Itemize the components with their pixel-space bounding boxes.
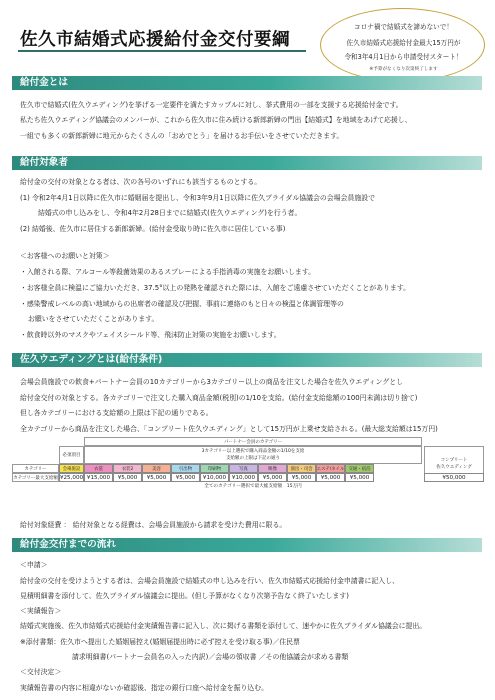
row-limit-label: カテゴリー最大支給額 <box>12 473 59 482</box>
table-footer: 全てのカテゴリー選択で最大総支給額 15万円 <box>204 484 302 489</box>
category-cell: 映像 <box>258 464 287 473</box>
category-cell: 会場施設 <box>59 464 84 473</box>
category-cell: 交通・宿泊 <box>345 464 374 473</box>
about-line: 私たち佐久ウエディング協議会のメンバーが、これから佐久市に住み続ける新郎新婦の門出【結婚式】を地域をあげて応援し、 <box>20 116 412 124</box>
category-limit: ¥15,000 <box>84 473 113 482</box>
category-limit: ¥5,000 <box>345 473 374 482</box>
bubble-line-1: コロナ禍で結婚式を諦めないで！ <box>354 23 453 31</box>
section-header-eligibility: 給付対象者 <box>12 156 482 170</box>
request-line: ・飲食時以外のマスクやフェイスシールド等、飛沫防止対策の実施をお願いします。 <box>20 331 281 339</box>
complete-value: ¥50,000 <box>424 473 484 482</box>
flow-heading: ＜交付決定＞ <box>20 668 62 676</box>
request-line: ・お客様全員に検温にご協力いただき、37.5°以上の発熱を確認された際には、入館をご遠慮させていただくことがあります。 <box>20 284 411 292</box>
category-cell: 写真 <box>229 464 258 473</box>
page-title: 佐久市結婚式応援給付金交付要綱 <box>20 30 290 50</box>
complete-label-1: コンプリート <box>440 457 468 463</box>
flow-line: 請求明細書(パートナー会員名の入った内訳)／会場の領収書 ／その他協議会が求める書類 <box>72 653 349 661</box>
complete-label-2: 佐久ウエディング <box>436 464 472 470</box>
payment-limit-table <box>12 437 485 520</box>
bubble-line-3: 令和3年4月1日から申請受付スタート！ <box>344 53 463 61</box>
category-cell: 演出・司会 <box>287 464 316 473</box>
section-header-flow: 給付金交付までの流れ <box>12 538 482 552</box>
flow-heading: ＜実績報告＞ <box>20 607 62 615</box>
flow-line: 見積明細書を添付して、佐久ブライダル協議会に提出。(但し予算がなくなり次第予告なく終了いたします) <box>20 592 349 600</box>
category-limit: ¥25,000 <box>59 474 84 481</box>
flow-line: 給付金の交付を受けようとする者は、会場会員施設で結婚式の申し込みを行い、佐久市結婚式応援給付金申請書に記入し、 <box>20 577 399 585</box>
request-line: ・入館される際、アルコール等殺菌効果のあるスプレーによる手指消毒の実施をお願いします。 <box>20 268 316 276</box>
category-limit: ¥5,000 <box>113 473 142 482</box>
conditions-line: 給付金交付の対象とする。各カテゴリーで注文した購入商品金額(税別)の1/10を支給。(給付金支給総額の100円未満は切り捨て) <box>20 394 418 402</box>
rule-line-1: 3カテゴリー以上選択で購入商品金額の1/10を支給 <box>201 449 305 454</box>
category-cell: 美容 <box>142 464 171 473</box>
category-limit: ¥10,000 <box>200 473 229 482</box>
bubble-note: ※予算がなくなり次第終了します <box>369 67 438 72</box>
section-header-conditions: 佐久ウエディングとは(給付条件) <box>12 353 482 367</box>
category-cell: 印刷物 <box>200 464 229 473</box>
rule-line-2: 支給額の上限は下記の通り <box>226 456 280 461</box>
flow-line: 結婚式実施後、佐久市結婚式応援給付金実績報告書に記入し、次に掲げる書類を添付して、速やかに佐久ブライダル協議会に提出。 <box>20 622 427 630</box>
announcement-bubble <box>320 8 485 82</box>
eligible-expense: 給付対象経費 ： 給付対象となる経費は、会場会員施設から請求を受けた費用に限る。 <box>20 521 287 529</box>
rule-box <box>84 446 422 464</box>
category-cell: 衣装2 <box>113 464 142 473</box>
required-label: 必須項目 <box>59 446 84 464</box>
eligibility-line: (1) 令和2年4月1日以降に佐久市に婚姻届を提出し、令和3年9月1日以降に佐久ブライダル協議会の会場会員施設で <box>20 194 376 202</box>
eligibility-line: 給付金の交付の対象となる者は、次の各号のいずれにも該当するものとする。 <box>20 178 262 186</box>
conditions-line: 但し各カテゴリーにおける支給額の上限は下記の通りである。 <box>20 409 213 417</box>
request-line: ・感染警戒レベルの高い地域からの出席者の確認及び把握、事前に連絡のもと日々の検温と体調管理等の <box>20 300 344 308</box>
conditions-line: 会場会員施設での飲食+パートナー会員の10カテゴリーから3カテゴリー以上の商品を注文した場合を佐久ウエディングとし <box>20 378 404 386</box>
bubble-line-2: 佐久市結婚式応援給付金最大15万円が <box>346 39 461 47</box>
request-line: お願いをさせていただくことがあります。 <box>28 315 159 323</box>
category-limit: ¥5,000 <box>142 473 171 482</box>
flow-line: ※添付書類：佐久市へ提出した婚姻届控え(婚姻届提出時に必ず控えを受け取る事)／住民票 <box>20 638 300 646</box>
eligibility-line: 結婚式の申し込みをし、令和4年2月28日までに結婚式(佐久ウエディング)を行う者。 <box>38 209 302 217</box>
section-header-about: 給付金とは <box>12 76 482 90</box>
category-cell: 引出物 <box>171 464 200 473</box>
category-limit: ¥5,000 <box>287 473 316 482</box>
category-limit: ¥10,000 <box>229 473 258 482</box>
title-underline <box>18 50 306 52</box>
row-category-label: カテゴリー <box>12 464 59 473</box>
category-limit: ¥5,000 <box>258 473 287 482</box>
flow-line: 実績報告書の内容に相違がないか確認後、指定の銀行口座へ給付金を振り込む。 <box>20 684 269 692</box>
about-line: 佐久市で結婚式(佐久ウエディング)を挙げる一定要件を満たすカップルに対し、挙式費用の一部を支援する応援給付金です。 <box>20 101 403 109</box>
category-cell: 衣裳 <box>84 464 113 473</box>
request-heading: ＜お客様へのお願いと対策＞ <box>20 252 110 260</box>
conditions-line: 全カテゴリーから商品を注文した場合、「コンプリート佐久ウエディング」として15万円が上乗せ支給される。(最大総支給額は15万円) <box>20 425 438 433</box>
partner-header: パートナー会員のカテゴリー <box>84 437 422 446</box>
flow-heading: ＜申請＞ <box>20 561 48 569</box>
category-limit: ¥5,000 <box>171 473 200 482</box>
category-cell: エステ/ネイル <box>316 464 345 473</box>
about-line: 一組でも多くの新郎新婦に地元からたくさんの「おめでとう」を届けるお手伝いをさせていただきます。 <box>20 132 344 140</box>
eligibility-line: (2) 結婚後、佐久市に居住する新郎新婦。(給付金受取り時に佐久市に居住している事) <box>20 225 286 233</box>
category-limit: ¥5,000 <box>316 473 345 482</box>
